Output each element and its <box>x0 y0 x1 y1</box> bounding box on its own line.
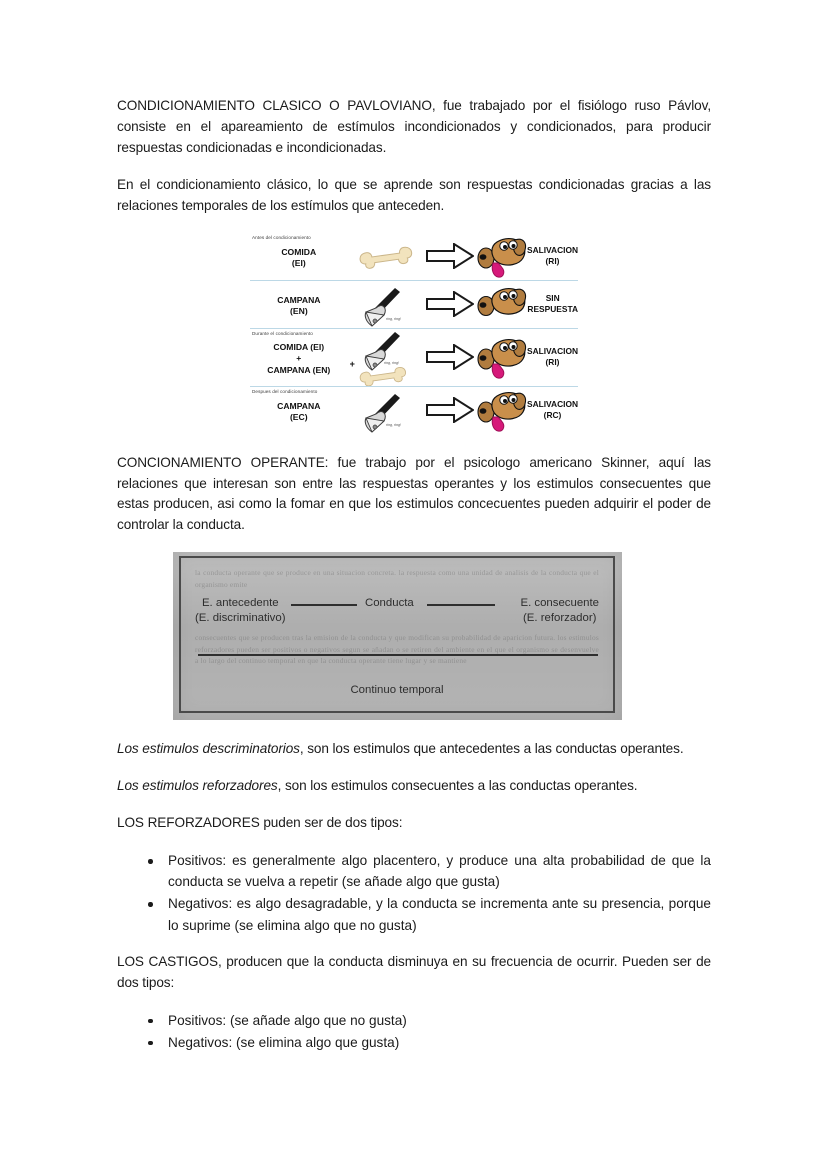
pavlov-arrow-cell <box>424 291 477 317</box>
pavlov-response-label <box>527 399 578 422</box>
paragraph-discriminative-stimuli <box>117 739 711 760</box>
operant-diagram-scan <box>173 552 622 720</box>
pavlov-plus-sign: + <box>349 358 355 369</box>
pavlov-ring-text: ring, ring! <box>383 360 399 365</box>
pavlov-stimulus-label <box>250 397 348 424</box>
pavlov-response-label <box>527 245 578 268</box>
pavlov-stimulus-line1: COMIDA (EI) <box>273 341 325 352</box>
pavlov-stimulus-icon-cell <box>348 329 424 386</box>
pavlov-response-line1: SIN RESPUESTA <box>527 292 578 315</box>
operant-diagram-figure <box>117 552 711 720</box>
paragraph-classical-learning: En el condicionamiento clásico, lo que se aprende son respuestas condicionadas gracias a las relaciones temporales de los estímulos que anteceden. <box>117 176 711 213</box>
paragraph-classical-conditioning: CONDICIONAMIENTO CLASICO O PAVLOVIANO, fue trabajado por el fisiólogo ruso Pávlov, consiste en el apareamiento de estímulos incondicionados y condicionados, para producir respuestas condicionadas e incondicionadas. <box>117 98 711 155</box>
pavlov-arrow-cell <box>424 397 477 423</box>
block-arrow-right-icon <box>426 291 474 317</box>
pavlov-stimulus-label <box>250 291 348 318</box>
pavlov-row-during <box>250 329 578 387</box>
paragraph-reinforcing-stimuli <box>117 776 711 797</box>
bell-icon <box>348 387 424 434</box>
dog-neutral-icon <box>477 284 527 324</box>
pavlov-stimulus-line1: CAMPANA <box>277 400 321 411</box>
dog-salivating-icon <box>477 387 527 433</box>
pavlov-arrow-cell <box>424 344 477 370</box>
document-content <box>117 96 711 1069</box>
pavlov-dog-cell <box>477 284 528 324</box>
block-arrow-right-icon <box>426 243 474 269</box>
reinforcing-stimuli-rest: , son los estimulos consecuentes a las conductas operantes. <box>277 778 638 794</box>
pavlov-response-line1: SALIVACION <box>526 398 579 409</box>
pavlov-response-line1: SALIVACION <box>526 244 579 255</box>
bell-and-bone-icon <box>348 329 424 386</box>
pavlov-response-label <box>527 293 578 316</box>
operant-antecedent-line2: (E. discriminativo) <box>195 612 286 625</box>
pavlov-response-line1: SALIVACION <box>526 345 579 356</box>
pavlov-stimulus-icon-cell <box>348 387 424 434</box>
list-item: Positivos: (se añade algo que no gusta) <box>117 1010 711 1031</box>
pavlov-dog-cell <box>476 387 527 433</box>
paragraph-operant-conditioning: CONCIONAMIENTO OPERANTE: fue trabajo por el psicologo americano Skinner, aquí las relaciones que interesan son entre las respuestas operantes y los estimulos consecuentes que estas producen, asi como la fomar en que los estimulos concecuentes pueden adquirir el poder de controlar la conducta. <box>117 454 711 533</box>
paragraph-punishments-intro: LOS CASTIGOS, producen que la conducta disminuya en su frecuencia de ocurrir. Pueden ser de dos tipos: <box>117 953 711 990</box>
pavlov-stimulus-line2: (EN) <box>290 306 308 317</box>
list-item: Negativos: es algo desagradable, y la conducta se incrementa ante su presencia, porque lo suprime (se elimina algo que no gusta) <box>117 893 711 935</box>
block-arrow-right-icon <box>426 344 474 370</box>
discriminative-stimuli-term: Los estimulos descriminatorios <box>117 741 300 757</box>
dog-salivating-icon <box>477 332 527 382</box>
pavlov-arrow-cell <box>424 243 477 269</box>
paragraph-reinforcers-intro: LOS REFORZADORES puden ser de dos tipos: <box>117 815 403 831</box>
pavlov-dog-cell <box>476 233 527 279</box>
pavlov-stimulus-icon-cell <box>348 281 424 328</box>
pavlov-stimulus-icon-cell <box>348 233 424 280</box>
pavlov-diagram <box>250 233 578 434</box>
scan-ghost-text-top: la conducta operante que se produce en una situacion concreta. la respuesta como una unidad de analisis de la conducta que el organismo emite <box>195 568 599 589</box>
pavlov-response-label <box>527 346 578 369</box>
pavlov-response-line2: (RC) <box>543 410 562 421</box>
operant-antecedent-line1: E. antecedente <box>201 597 279 610</box>
pavlov-ring-text: ring, ring! <box>385 316 401 321</box>
pavlov-response-line2: (RI) <box>545 357 560 368</box>
operant-antecedent-label <box>195 596 286 626</box>
pavlov-response-line2: (RI) <box>545 256 560 267</box>
operant-consequent-label <box>520 596 599 626</box>
pavlov-row-after <box>250 387 578 434</box>
pavlov-row-bell-neutral <box>250 281 578 329</box>
bell-icon <box>348 281 424 328</box>
reinforcing-stimuli-term: Los estimulos reforzadores <box>117 778 278 794</box>
block-arrow-right-icon <box>426 397 474 423</box>
pavlov-stimulus-label <box>250 243 348 270</box>
scan-ghost-text-bottom: consecuentes que se producen tras la emision de la conducta y que modifican su probabilidad de aparicion futura. los estimulos reforzadores pueden ser positivos o negativos segun se añadan o se retiren del ambiente en el que el organismo se desenvuelve a lo largo del continuo temporal en que la conducta operante tiene lugar y se mantiene <box>195 633 599 666</box>
reinforcers-list <box>117 850 711 936</box>
operant-consequent-line1: E. consecuente <box>520 597 599 610</box>
pavlov-phase-label: Antes del condicionamiento <box>252 234 311 240</box>
punishments-list <box>117 1010 711 1053</box>
pavlov-stimulus-label <box>250 338 348 377</box>
operant-timeline-rule <box>198 654 598 656</box>
dog-salivating-icon <box>477 233 527 279</box>
operant-behavior-label <box>365 596 414 611</box>
pavlov-stimulus-line2: (EI) <box>291 258 306 269</box>
pavlov-row-before <box>250 233 578 281</box>
operant-diagram-border <box>179 556 615 713</box>
operant-behavior-text: Conducta <box>365 597 414 610</box>
pavlov-stimulus-line2: (EC) <box>289 412 308 423</box>
pavlov-stimulus-line3: CAMPANA (EN) <box>267 364 331 375</box>
discriminative-stimuli-rest: , son los estimulos que antecedentes a las conductas operantes. <box>299 741 684 757</box>
operant-consequent-line2: (E. reforzador) <box>523 612 597 625</box>
pavlov-diagram-figure <box>117 233 711 434</box>
list-item: Positivos: es generalmente algo placentero, y produce una alta probabilidad de que la conducta se vuelva a repetir (se añade algo que gusta) <box>117 850 711 892</box>
list-item: Negativos: (se elimina algo que gusta) <box>117 1032 711 1053</box>
operant-timeline-caption: Continuo temporal <box>350 684 444 697</box>
operant-connector-left <box>291 604 357 606</box>
bone-icon <box>348 233 424 280</box>
pavlov-dog-cell <box>476 332 527 382</box>
pavlov-stimulus-line2: + <box>296 353 302 364</box>
pavlov-ring-text: ring, ring! <box>385 422 401 427</box>
pavlov-phase-label: Despues del condicionamiento <box>252 388 318 394</box>
pavlov-stimulus-line1: COMIDA <box>281 246 317 257</box>
operant-connector-right <box>427 604 495 606</box>
pavlov-stimulus-line1: CAMPANA <box>277 294 321 305</box>
pavlov-phase-label: Durante el condicionamiento <box>252 330 313 336</box>
